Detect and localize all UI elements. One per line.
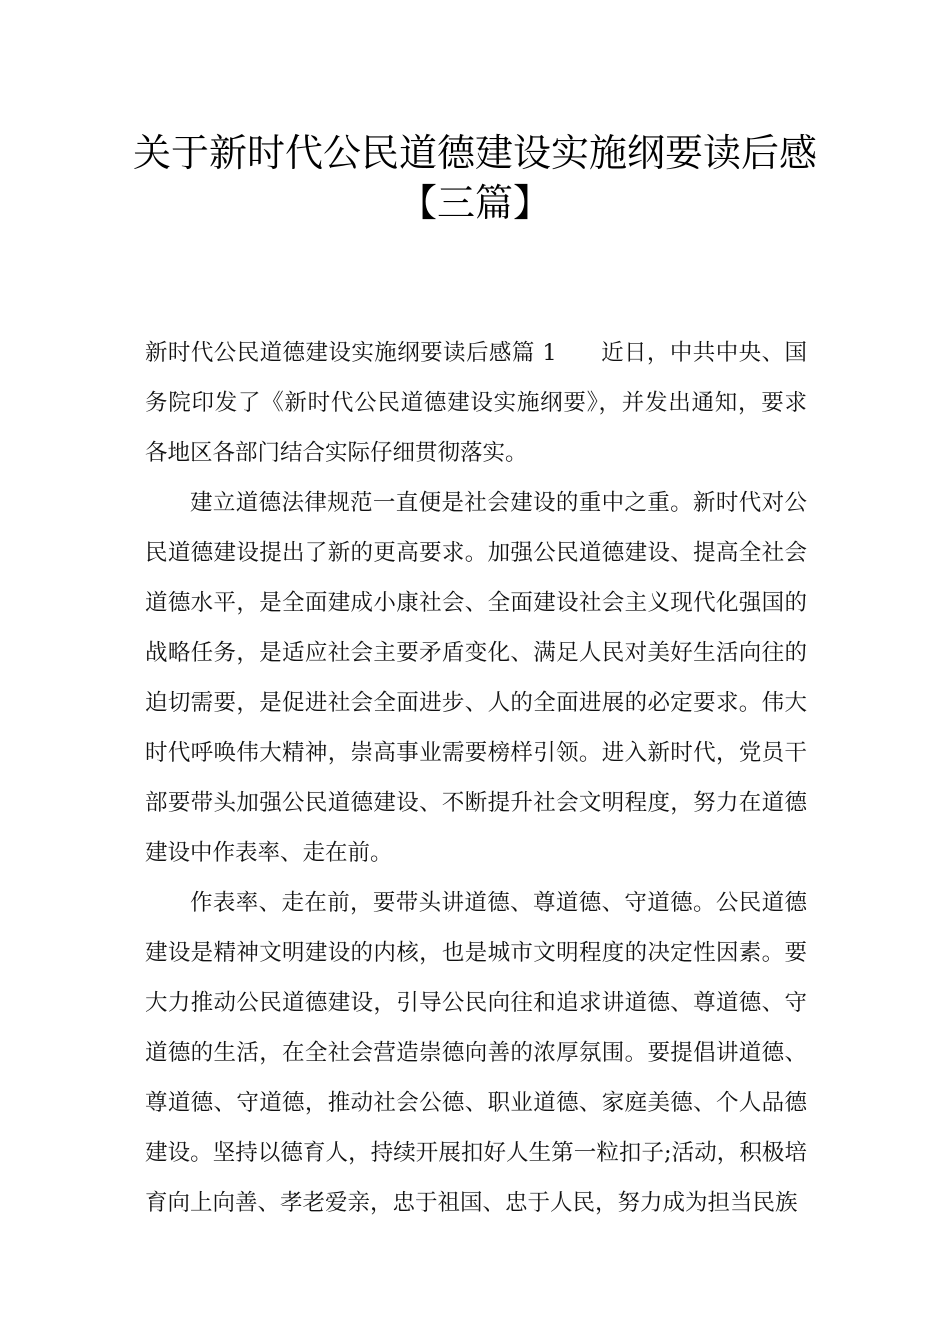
- paragraph-3: 作表率、走在前，要带头讲道德、尊道德、守道德。公民道德建设是精神文明建设的内核，也是城市文明程度的决定性因素。要大力推动公民道德建设，引导公民向往和追求讲道德、尊道德、守道德的生活，在全社会营造崇德向善的浓厚氛围。要提倡讲道德、尊道德、守道德，推动社会公德、职业道德、家庭美德、个人品德建设。坚持以德育人，持续开展扣好人生第一粒扣子;活动，积极培育向上向善、孝老爱亲，忠于祖国、忠于人民，努力成为担当民族: [145, 890, 807, 1216]
- paragraph-2: 建立道德法律规范一直便是社会建设的重中之重。新时代对公民道德建设提出了新的更高要求。加强公民道德建设、提高全社会道德水平，是全面建成小康社会、全面建设社会主义现代化强国的战略任务，是适应社会主要矛盾变化、满足人民对美好生活向往的迫切需要，是促进社会全面进步、人的全面进展的必定要求。伟大时代呼唤伟大精神，崇高事业需要榜样引领。进入新时代，党员干部要带头加强公民道德建设、不断提升社会文明程度，努力在道德建设中作表率、走在前。: [145, 490, 807, 866]
- document-title: 关于新时代公民道德建设实施纲要读后感【三篇】: [132, 131, 817, 225]
- paragraph-1: [145, 328, 807, 478]
- document-body: [145, 328, 807, 1228]
- section-heading: 新时代公民道德建设实施纲要读后感篇 1: [145, 340, 557, 366]
- paragraph-1-text: 近日，中共中央、国务院印发了《新时代公民道德建设实施纲要》，并发出通知，要求各地区各部门结合实际仔细贯彻落实。: [145, 340, 807, 466]
